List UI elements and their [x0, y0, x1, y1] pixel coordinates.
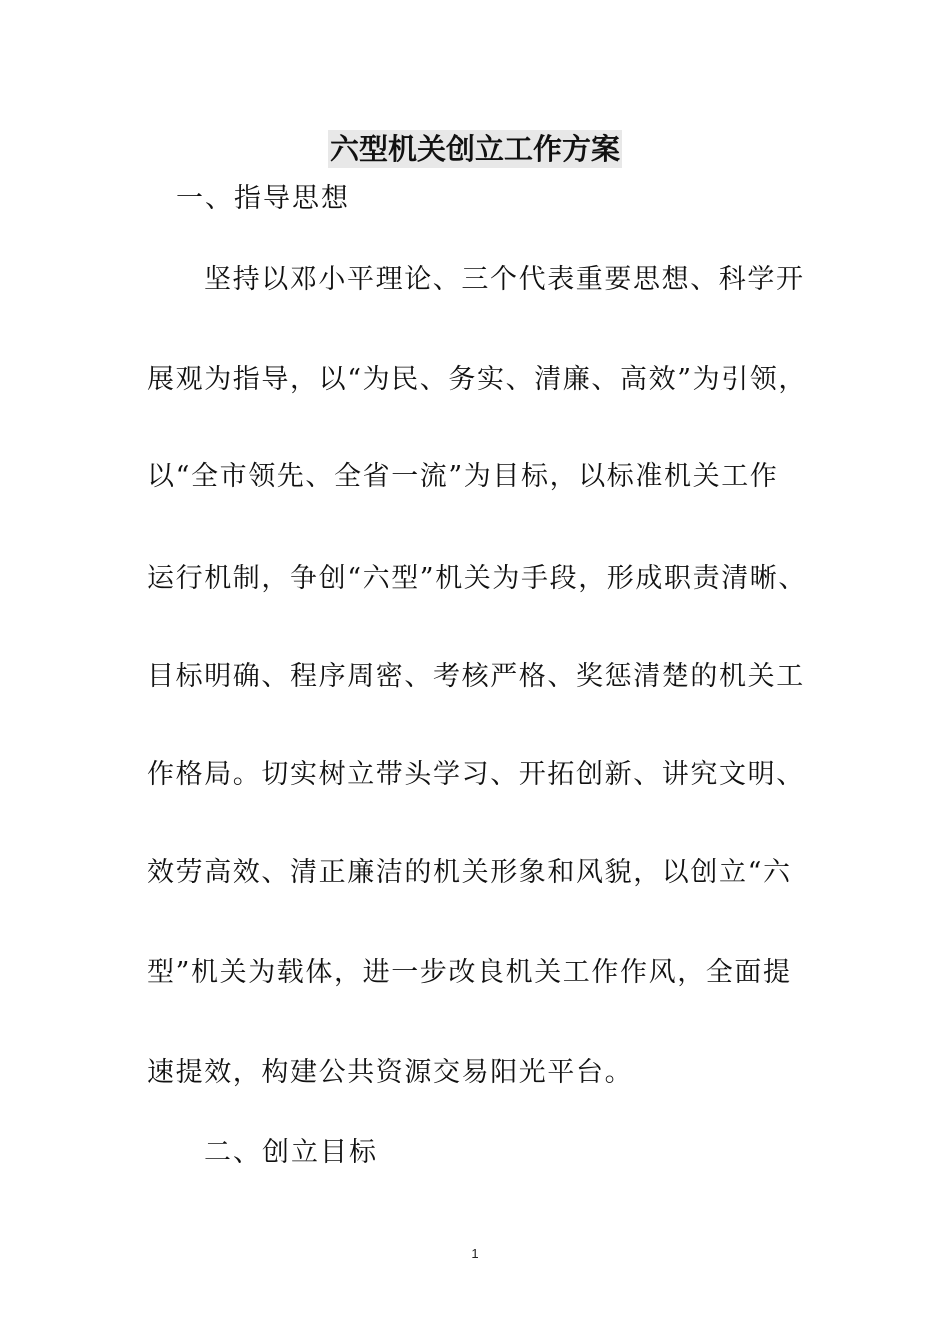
paragraph-line: 型”机关为载体，进一步改良机关工作作风，全面提	[147, 957, 792, 988]
paragraph-line: 作格局。切实树立带头学习、开拓创新、讲究文明、	[147, 759, 805, 790]
paragraph-line: 速提效，构建公共资源交易阳光平台。	[147, 1057, 634, 1088]
section-heading-guiding-thought: 一、指导思想	[176, 183, 350, 214]
section-heading-goals: 二、创立目标	[204, 1137, 378, 1168]
paragraph-line: 以“全市领先、全省一流”为目标，以标准机关工作	[147, 461, 779, 492]
document-title: 六型机关创立工作方案	[329, 132, 620, 166]
paragraph-line: 坚持以邓小平理论、三个代表重要思想、科学开	[204, 264, 805, 295]
title-container	[0, 130, 950, 168]
paragraph-line: 展观为指导，以“为民、务实、清廉、高效”为引领，	[147, 364, 808, 395]
paragraph-line: 效劳高效、清正廉洁的机关形象和风貌，以创立“六	[147, 857, 792, 888]
page-number: 1	[471, 1246, 479, 1261]
paragraph-line: 目标明确、程序周密、考核严格、奖惩清楚的机关工	[147, 661, 805, 692]
paragraph-line: 运行机制，争创“六型”机关为手段，形成职责清晰、	[147, 563, 808, 594]
